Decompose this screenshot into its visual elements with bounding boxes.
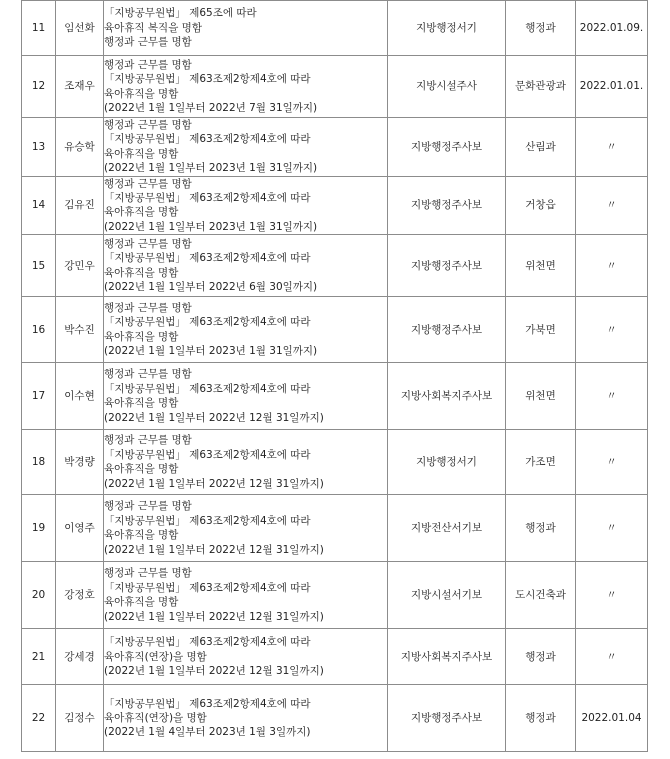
department-cell: 행정과: [506, 685, 576, 752]
row-number-cell: 21: [22, 629, 56, 685]
table-row: [22, 363, 648, 430]
department-cell: 가북면: [506, 297, 576, 363]
order-description-line: (2022년 1월 1일부터 2022년 6월 30일까지): [104, 281, 318, 294]
order-description-line: 행정과 근무를 명함: [104, 368, 192, 381]
order-description-line: 육아휴직을 명함: [104, 206, 179, 219]
order-description-line: 「지방공무원법」 제63조제2항제4호에 따라: [104, 514, 311, 527]
order-description-line: 행정과 근무를 명함: [104, 434, 192, 447]
order-description-line: 「지방공무원법」 제63조제2항제4호에 따라: [104, 581, 311, 594]
department-cell: 산림과: [506, 118, 576, 177]
employee-name-cell: 박수진: [56, 297, 104, 363]
row-number-cell: 22: [22, 685, 56, 752]
effective-date-cell: 〃: [576, 176, 648, 235]
job-grade-cell: 지방시설서기보: [388, 562, 506, 629]
order-description-line: 행정과 근무를 명함: [104, 119, 192, 131]
order-description-line: 「지방공무원법」 제65조에 따라: [104, 7, 257, 20]
department-cell: 위천면: [506, 235, 576, 297]
employee-name-cell: 유승학: [56, 118, 104, 177]
employee-name-cell: 이수현: [56, 363, 104, 430]
order-description-line: 「지방공무원법」 제63조제2항제4호에 따라: [104, 636, 311, 649]
row-number-cell: 19: [22, 495, 56, 562]
table-row: [22, 235, 648, 297]
employee-name-cell: 이영주: [56, 495, 104, 562]
order-description-line: 육아휴직을 명함: [104, 147, 179, 160]
order-description-line: 육아휴직(연장)을 명함: [104, 712, 207, 725]
department-cell: 위천면: [506, 363, 576, 430]
table-row: [22, 118, 648, 177]
order-description-line: (2022년 1월 1일부터 2022년 12월 31일까지): [104, 477, 324, 490]
table-row: [22, 562, 648, 629]
order-description-cell: [104, 363, 388, 430]
job-grade-cell: 지방전산서기보: [388, 495, 506, 562]
table-row: [22, 176, 648, 235]
order-description-cell: [104, 495, 388, 562]
order-description-line: (2022년 1월 1일부터 2022년 12월 31일까지): [104, 610, 324, 623]
department-cell: 거창읍: [506, 176, 576, 235]
order-description-line: 「지방공무원법」 제63조제2항제4호에 따라: [104, 252, 311, 265]
order-description-line: 행정과 근무를 명함: [104, 567, 192, 580]
order-description-line: (2022년 1월 1일부터 2022년 12월 31일까지): [104, 543, 324, 556]
effective-date-cell: 〃: [576, 297, 648, 363]
row-number-cell: 18: [22, 430, 56, 495]
job-grade-cell: 지방행정서기: [388, 1, 506, 56]
order-description-line: 행정과 근무를 명함: [104, 36, 192, 49]
row-number-cell: 17: [22, 363, 56, 430]
job-grade-cell: 지방행정주사보: [388, 176, 506, 235]
table-row: [22, 56, 648, 118]
order-description-line: (2022년 1월 1일부터 2023년 1월 31일까지): [104, 162, 318, 175]
job-grade-cell: 지방행정주사보: [388, 297, 506, 363]
department-cell: 가조면: [506, 430, 576, 495]
effective-date-cell: 2022.01.01.: [576, 56, 648, 118]
job-grade-cell: 지방시설주사: [388, 56, 506, 118]
table-row: [22, 495, 648, 562]
order-description-line: 행정과 근무를 명함: [104, 301, 192, 314]
order-description-line: (2022년 1월 1일부터 2023년 1월 31일까지): [104, 220, 318, 233]
order-description-cell: [104, 430, 388, 495]
table-row: [22, 1, 648, 56]
order-description-line: 육아휴직을 명함: [104, 463, 179, 476]
effective-date-cell: 〃: [576, 363, 648, 430]
order-description-line: (2022년 1월 1일부터 2022년 12월 31일까지): [104, 411, 324, 424]
order-description-line: 「지방공무원법」 제63조제2항제4호에 따라: [104, 73, 311, 86]
order-description-line: 행정과 근무를 명함: [104, 58, 192, 71]
effective-date-cell: 2022.01.04: [576, 685, 648, 752]
effective-date-cell: 〃: [576, 562, 648, 629]
order-description-line: (2022년 1월 1일부터 2022년 12월 31일까지): [104, 664, 324, 677]
table-row: [22, 430, 648, 495]
department-cell: 문화관광과: [506, 56, 576, 118]
effective-date-cell: 2022.01.09.: [576, 1, 648, 56]
effective-date-cell: 〃: [576, 629, 648, 685]
table-row: [22, 629, 648, 685]
order-description-line: 「지방공무원법」 제63조제2항제4호에 따라: [104, 133, 311, 146]
row-number-cell: 16: [22, 297, 56, 363]
order-description-line: (2022년 1월 1일부터 2022년 7월 31일까지): [104, 101, 318, 114]
employee-name-cell: 강정호: [56, 562, 104, 629]
job-grade-cell: 지방사회복지주사보: [388, 629, 506, 685]
effective-date-cell: 〃: [576, 430, 648, 495]
department-cell: 도시건축과: [506, 562, 576, 629]
job-grade-cell: 지방행정주사보: [388, 118, 506, 177]
order-description-line: 육아휴직 복직을 명함: [104, 21, 202, 34]
order-description-line: (2022년 1월 4일부터 2023년 1월 3일까지): [104, 726, 311, 739]
row-number-cell: 11: [22, 1, 56, 56]
job-grade-cell: 지방행정주사보: [388, 685, 506, 752]
order-description-cell: [104, 297, 388, 363]
order-description-line: 육아휴직을 명함: [104, 266, 179, 279]
personnel-order-table: [21, 0, 648, 752]
order-description-cell: [104, 118, 388, 177]
order-description-line: 「지방공무원법」 제63조제2항제4호에 따라: [104, 382, 311, 395]
order-description-line: 행정과 근무를 명함: [104, 500, 192, 513]
employee-name-cell: 강세경: [56, 629, 104, 685]
row-number-cell: 14: [22, 176, 56, 235]
order-description-line: 육아휴직을 명함: [104, 596, 179, 609]
effective-date-cell: 〃: [576, 118, 648, 177]
department-cell: 행정과: [506, 495, 576, 562]
order-description-line: 행정과 근무를 명함: [104, 177, 192, 190]
order-description-line: 「지방공무원법」 제63조제2항제4호에 따라: [104, 448, 311, 461]
row-number-cell: 12: [22, 56, 56, 118]
job-grade-cell: 지방사회복지주사보: [388, 363, 506, 430]
department-cell: 행정과: [506, 629, 576, 685]
order-description-line: 육아휴직을 명함: [104, 330, 179, 343]
order-description-line: 「지방공무원법」 제63조제2항제4호에 따라: [104, 697, 311, 710]
effective-date-cell: 〃: [576, 495, 648, 562]
order-description-cell: [104, 1, 388, 56]
order-description-cell: [104, 629, 388, 685]
employee-name-cell: 김유진: [56, 176, 104, 235]
order-description-line: 육아휴직을 명함: [104, 529, 179, 542]
order-description-line: 「지방공무원법」 제63조제2항제4호에 따라: [104, 192, 311, 205]
order-description-cell: [104, 176, 388, 235]
employee-name-cell: 임선화: [56, 1, 104, 56]
row-number-cell: 13: [22, 118, 56, 177]
order-description-cell: [104, 685, 388, 752]
row-number-cell: 20: [22, 562, 56, 629]
order-description-line: 「지방공무원법」 제63조제2항제4호에 따라: [104, 316, 311, 329]
order-description-cell: [104, 562, 388, 629]
employee-name-cell: 박경량: [56, 430, 104, 495]
order-description-line: 육아휴직을 명함: [104, 87, 179, 100]
employee-name-cell: 김정수: [56, 685, 104, 752]
employee-name-cell: 강민우: [56, 235, 104, 297]
order-description-cell: [104, 56, 388, 118]
job-grade-cell: 지방행정주사보: [388, 235, 506, 297]
department-cell: 행정과: [506, 1, 576, 56]
effective-date-cell: 〃: [576, 235, 648, 297]
order-description-line: (2022년 1월 1일부터 2023년 1월 31일까지): [104, 345, 318, 358]
order-description-line: 육아휴직(연장)을 명함: [104, 650, 207, 663]
order-description-line: 행정과 근무를 명함: [104, 237, 192, 250]
table-body: [22, 1, 648, 752]
order-description-cell: [104, 235, 388, 297]
order-description-line: 육아휴직을 명함: [104, 397, 179, 410]
job-grade-cell: 지방행정서기: [388, 430, 506, 495]
table-row: [22, 297, 648, 363]
row-number-cell: 15: [22, 235, 56, 297]
table-row: [22, 685, 648, 752]
employee-name-cell: 조재우: [56, 56, 104, 118]
